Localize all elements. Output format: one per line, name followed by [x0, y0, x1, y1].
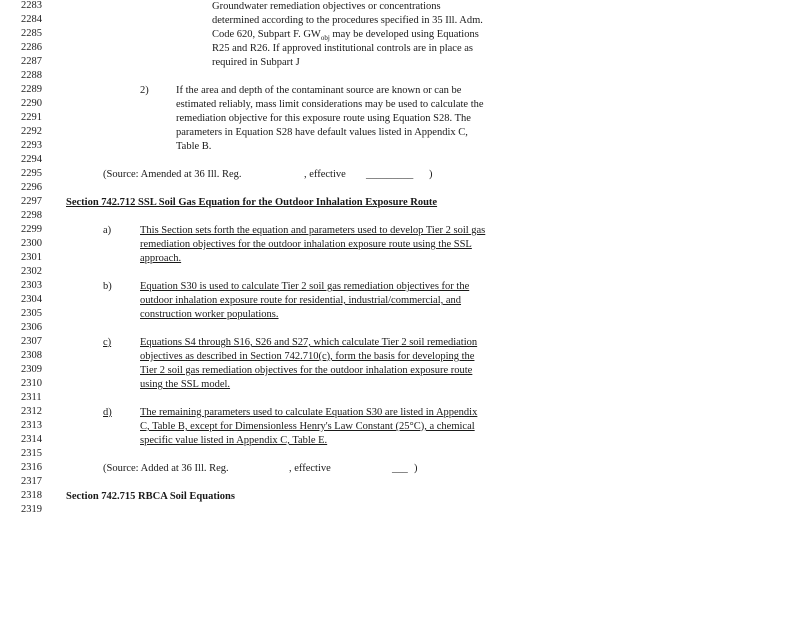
body-text: remediation objectives for the outdoor inhalation exposure route using the SSL: [140, 239, 472, 250]
body-text: Tier 2 soil gas remediation objectives for the outdoor inhalation exposure route: [140, 365, 473, 376]
line-number: 2306: [21, 322, 42, 333]
line-number: 2295: [21, 168, 42, 179]
line-number: 2309: [21, 364, 42, 375]
body-text: objectives as described in Section 742.710(c), form the basis for developing the: [140, 351, 475, 362]
source-blank: ___: [392, 463, 408, 474]
item-label: a): [103, 225, 112, 236]
source-note: (Source: Amended at 36 Ill. Reg.: [103, 169, 242, 180]
body-text: If the area and depth of the contaminant source are known or can be: [176, 85, 462, 96]
source-effective: , effective: [304, 169, 346, 180]
body-text: R25 and R26. If approved institutional controls are in place as: [212, 43, 473, 54]
line-number: 2294: [21, 154, 42, 165]
item-label: d): [103, 407, 112, 418]
body-text: construction worker populations.: [140, 309, 279, 320]
line-number: 2289: [21, 84, 42, 95]
body-text: parameters in Equation S28 have default values listed in Appendix C,: [176, 127, 468, 138]
body-text: Groundwater remediation objectives or concentrations: [212, 1, 441, 12]
body-text: outdoor inhalation exposure route for residential, industrial/commercial, and: [140, 295, 462, 306]
body-text: This Section sets forth the equation and parameters used to develop Tier 2 soil gas: [140, 225, 486, 236]
line-number: 2288: [21, 70, 42, 81]
line-number: 2310: [21, 378, 42, 389]
line-number: 2318: [21, 490, 42, 501]
item-label: b): [103, 281, 112, 292]
line-number: 2304: [21, 294, 42, 305]
line-number: 2284: [21, 14, 42, 25]
line-number: 2300: [21, 238, 42, 249]
line-number: 2296: [21, 182, 42, 193]
source-close: ): [429, 169, 433, 180]
line-number: 2319: [21, 504, 42, 515]
body-text: The remaining parameters used to calculate Equation S30 are listed in Appendix: [140, 407, 478, 418]
line-number: 2291: [21, 112, 42, 123]
line-number: 2290: [21, 98, 42, 109]
line-number: 2297: [21, 196, 42, 207]
body-text: approach.: [140, 253, 182, 264]
source-close: ): [414, 463, 418, 474]
line-number: 2312: [21, 406, 42, 417]
body-text: remediation objective for this exposure route using Equation S28. The: [176, 113, 471, 124]
line-number: 2317: [21, 476, 42, 487]
line-number: 2301: [21, 252, 42, 263]
line-number: 2315: [21, 448, 42, 459]
line-number: 2292: [21, 126, 42, 137]
line-number: 2293: [21, 140, 42, 151]
body-text: Equations S4 through S16, S26 and S27, which calculate Tier 2 soil remediation: [140, 337, 478, 348]
line-number: 2302: [21, 266, 42, 277]
line-number: 2313: [21, 420, 42, 431]
item-label: 2): [140, 85, 149, 96]
body-text: Equation S30 is used to calculate Tier 2 soil gas remediation objectives for the: [140, 281, 470, 292]
section-heading: Section 742.715 RBCA Soil Equations: [66, 491, 235, 502]
line-number: 2298: [21, 210, 42, 221]
body-text: Table B.: [176, 141, 212, 152]
source-blank: _________: [366, 169, 414, 180]
item-label: c): [103, 337, 112, 348]
section-heading: Section 742.712 SSL Soil Gas Equation for the Outdoor Inhalation Exposure Route: [66, 197, 438, 208]
line-number: 2311: [21, 392, 42, 403]
body-text: Code 620, Subpart F. $GW_{obj}$ may be developed using Equations: [212, 29, 479, 43]
line-number: 2305: [21, 308, 42, 319]
body-text: determined according to the procedures specified in 35 Ill. Adm.: [212, 15, 483, 26]
source-effective: , effective: [289, 463, 331, 474]
body-text: estimated reliably, mass limit considerations may be used to calculate the: [176, 99, 484, 110]
body-text: specific value listed in Appendix C, Table E.: [140, 435, 328, 446]
line-number: 2316: [21, 462, 42, 473]
line-number: 2287: [21, 56, 42, 67]
line-number: 2283: [21, 0, 42, 11]
line-number: 2303: [21, 280, 42, 291]
source-note: (Source: Added at 36 Ill. Reg.: [103, 463, 229, 474]
line-number: 2285: [21, 28, 42, 39]
line-number: 2299: [21, 224, 42, 235]
body-text: using the SSL model.: [140, 379, 231, 390]
line-number: 2314: [21, 434, 42, 445]
body-text: required in Subpart J: [212, 57, 300, 68]
line-number: 2308: [21, 350, 42, 361]
line-number: 2307: [21, 336, 42, 347]
body-text: C, Table B, except for Dimensionless Henry's Law Constant (25°C), a chemical: [140, 421, 475, 432]
line-number: 2286: [21, 42, 42, 53]
